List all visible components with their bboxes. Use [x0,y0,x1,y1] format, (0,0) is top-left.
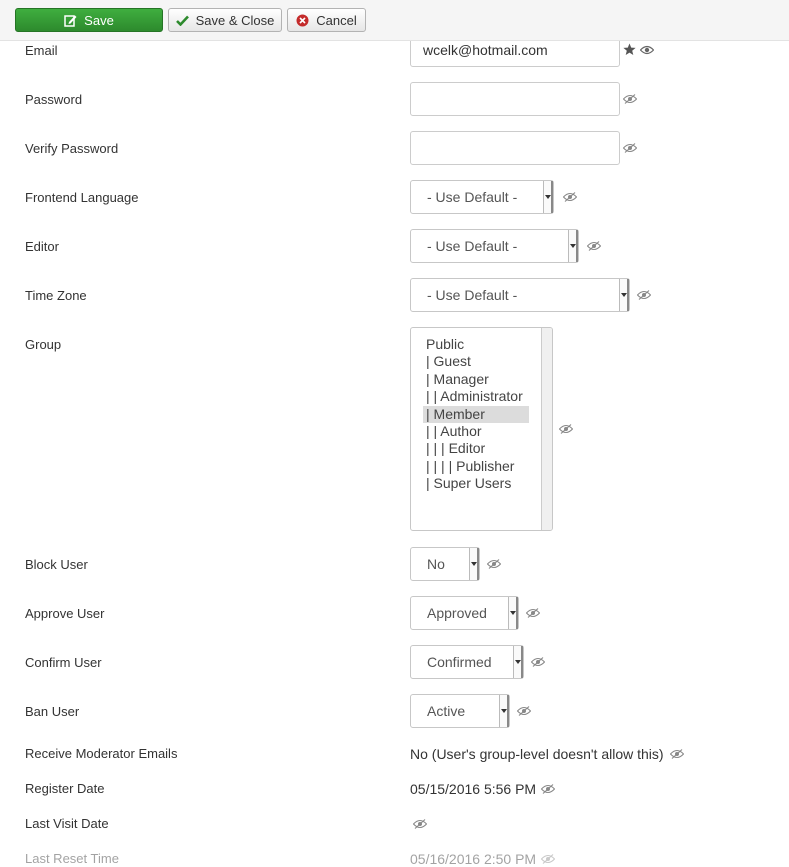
receive-moderator-emails-value: No (User's group-level doesn't allow this) [410,746,664,762]
eye-slash-icon[interactable] [526,608,540,618]
chevron-down-icon [619,279,629,311]
save-button[interactable] [15,8,163,32]
save-close-button[interactable] [168,8,282,32]
chevron-down-icon [499,695,509,727]
editor-label: Editor [25,239,59,254]
eye-slash-icon[interactable] [541,784,555,794]
chevron-down-icon [543,181,553,213]
eye-slash-icon[interactable] [487,559,501,569]
ban-user-value: Active [427,703,466,719]
group-option[interactable]: | | Author [426,422,482,439]
check-icon [176,15,189,26]
group-option[interactable]: | Member [423,406,529,423]
group-option[interactable]: | Manager [426,370,489,387]
chevron-down-icon [469,548,479,580]
cancel-circle-icon [296,14,309,27]
email-label: Email [25,43,58,58]
scrollbar[interactable] [541,328,552,530]
eye-slash-icon[interactable] [559,424,573,434]
verify-password-label: Verify Password [25,141,119,156]
eye-slash-icon[interactable] [531,657,545,667]
block-user-select[interactable] [410,547,480,581]
verify-password-field[interactable] [410,131,620,165]
eye-slash-icon[interactable] [413,819,427,829]
group-option[interactable]: | | | Editor [426,440,486,457]
eye-slash-icon[interactable] [517,706,531,716]
confirm-user-label: Confirm User [25,655,102,670]
password-label: Password [25,92,83,107]
cancel-button[interactable] [287,8,366,32]
eye-slash-icon[interactable] [587,241,601,251]
approve-user-label: Approve User [25,606,105,621]
chevron-down-icon [508,597,518,629]
eye-slash-icon[interactable] [623,94,637,104]
star-icon [623,43,636,56]
last-visit-date-label: Last Visit Date [25,816,109,831]
register-date-label: Register Date [25,781,105,796]
eye-icon[interactable] [640,45,654,55]
block-user-label: Block User [25,557,88,572]
last-reset-time-value: 05/16/2016 2:50 PM [410,851,537,867]
approve-user-value: Approved [427,605,487,621]
group-option[interactable]: | Super Users [426,475,512,492]
group-option[interactable]: | | | | Publisher [426,457,515,474]
cancel-label: Cancel [316,12,357,28]
ban-user-label: Ban User [25,704,80,719]
time-zone-label: Time Zone [25,288,87,303]
time-zone-select[interactable] [410,278,630,312]
ban-user-select[interactable] [410,694,510,728]
toolbar [0,0,789,41]
eye-slash-icon[interactable] [563,192,577,202]
receive-moderator-emails-label: Receive Moderator Emails [25,746,178,761]
group-listbox[interactable] [410,327,553,531]
edit-icon [64,14,77,27]
block-user-value: No [427,556,445,572]
confirm-user-select[interactable] [410,645,524,679]
eye-slash-icon[interactable] [637,290,651,300]
frontend-language-select[interactable] [410,180,554,214]
last-reset-time-label: Last Reset Time [25,851,119,866]
chevron-down-icon [568,230,578,262]
group-option[interactable]: | Guest [426,353,471,370]
eye-slash-icon[interactable] [541,854,555,864]
frontend-language-value: - Use Default - [427,189,518,205]
save-label: Save [84,12,114,28]
eye-slash-icon[interactable] [670,749,684,759]
group-options [411,328,552,493]
frontend-language-label: Frontend Language [25,190,139,205]
approve-user-select[interactable] [410,596,519,630]
eye-slash-icon[interactable] [623,143,637,153]
group-option[interactable]: Public [426,336,465,352]
chevron-down-icon [513,646,523,678]
password-field[interactable] [410,82,620,116]
save-close-label: Save & Close [195,12,275,28]
time-zone-value: - Use Default - [427,287,518,303]
editor-select[interactable] [410,229,579,263]
confirm-user-value: Confirmed [427,654,492,670]
register-date-value: 05/15/2016 5:56 PM [410,781,537,797]
group-label: Group [25,337,62,352]
group-option[interactable]: | | Administrator [426,388,523,405]
editor-value: - Use Default - [427,238,518,254]
